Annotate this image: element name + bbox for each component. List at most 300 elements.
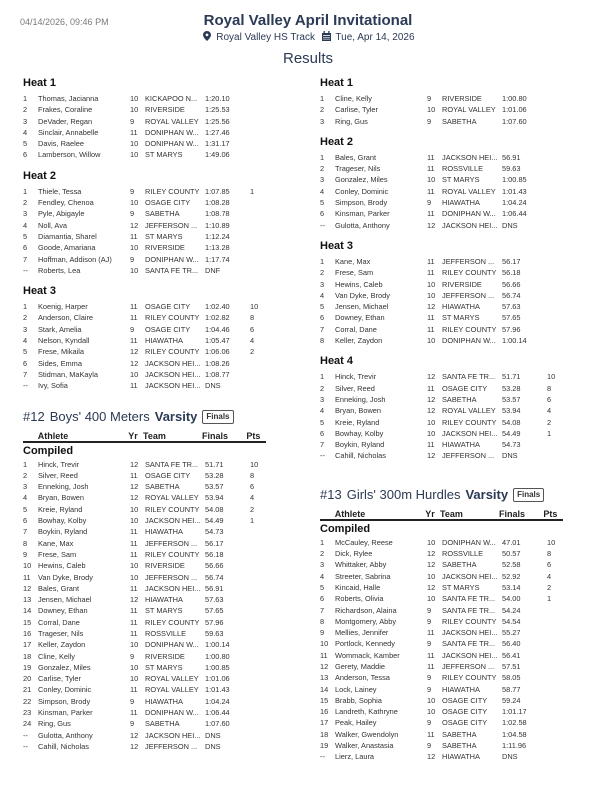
team: DONIPHAN W... bbox=[145, 139, 199, 149]
points bbox=[547, 163, 567, 174]
place: 1 bbox=[320, 256, 325, 266]
team: ROYAL VALLEY bbox=[145, 116, 199, 126]
place: 3 bbox=[23, 116, 28, 126]
result-row bbox=[23, 231, 308, 242]
result-row bbox=[320, 417, 605, 428]
year: 9 bbox=[427, 605, 432, 615]
time: 1:00.85 bbox=[205, 662, 230, 672]
team: ST MARYS bbox=[145, 231, 183, 241]
year: 9 bbox=[427, 684, 432, 694]
points: 6 bbox=[547, 560, 552, 570]
points bbox=[547, 290, 567, 301]
team: SABETHA bbox=[442, 741, 477, 751]
result-row bbox=[23, 673, 308, 684]
place: 1 bbox=[23, 94, 28, 103]
heat-title: Heat 2 bbox=[23, 169, 57, 182]
finals-header: Finals bbox=[202, 430, 229, 441]
year: 10 bbox=[130, 198, 139, 208]
athlete-name: Walker, Anastasia bbox=[335, 741, 394, 751]
points bbox=[250, 265, 270, 276]
points: 8 bbox=[547, 383, 552, 393]
place: 3 bbox=[23, 482, 28, 492]
year: 12 bbox=[427, 582, 436, 592]
place: 12 bbox=[320, 661, 329, 671]
athlete-name: Frese, Mikaila bbox=[38, 347, 84, 357]
time: 1:08.77 bbox=[205, 369, 230, 379]
time: DNS bbox=[205, 741, 221, 751]
points bbox=[547, 717, 567, 728]
points bbox=[547, 186, 567, 197]
time: 1:04.24 bbox=[205, 696, 230, 706]
time: 1:49.06 bbox=[205, 150, 230, 160]
result-row bbox=[23, 301, 308, 312]
result-row bbox=[23, 651, 308, 662]
place: 2 bbox=[320, 268, 325, 278]
athlete-name: Carlise, Tyler bbox=[38, 674, 81, 684]
place: 16 bbox=[23, 628, 32, 638]
result-row bbox=[320, 593, 605, 604]
year: 12 bbox=[130, 741, 139, 751]
result-row bbox=[23, 538, 308, 549]
team: DONIPHAN W... bbox=[145, 640, 199, 650]
athlete-name: Bowhay, Kolby bbox=[38, 516, 87, 526]
result-row bbox=[23, 560, 308, 571]
time: 54.24 bbox=[502, 605, 521, 615]
place: 5 bbox=[23, 231, 28, 241]
result-row bbox=[320, 638, 605, 649]
points bbox=[250, 572, 270, 583]
year: 11 bbox=[427, 383, 435, 393]
team: ROYAL VALLEY bbox=[145, 674, 199, 684]
time: 1:01.06 bbox=[205, 674, 230, 684]
time: 1:12.24 bbox=[205, 231, 230, 241]
athlete-name: Simpson, Brody bbox=[335, 198, 388, 208]
athlete-name: Silver, Reed bbox=[38, 470, 78, 480]
result-row bbox=[23, 93, 308, 104]
athlete-name: Thiele, Tessa bbox=[38, 186, 82, 196]
team-header: Team bbox=[143, 430, 166, 441]
result-row bbox=[320, 605, 605, 616]
athlete-name: Carlise, Tyler bbox=[335, 105, 378, 115]
calendar-icon bbox=[322, 31, 331, 44]
athlete-name: McCauley, Reese bbox=[335, 537, 393, 547]
place: 5 bbox=[320, 582, 325, 592]
place: 5 bbox=[23, 139, 28, 149]
points bbox=[250, 684, 270, 695]
event-level: Varsity bbox=[154, 409, 198, 425]
result-row bbox=[320, 450, 605, 461]
result-row bbox=[23, 730, 308, 741]
athlete-name: Van Dyke, Brody bbox=[38, 572, 93, 582]
points: 2 bbox=[547, 582, 552, 592]
athlete-name: Whittaker, Abby bbox=[335, 560, 387, 570]
place: -- bbox=[320, 220, 325, 230]
time: 56.17 bbox=[205, 538, 224, 548]
year: 10 bbox=[130, 504, 139, 514]
team: ROSSVILLE bbox=[442, 549, 484, 559]
athlete-name: Mellies, Jennifer bbox=[335, 628, 389, 638]
year: 11 bbox=[427, 729, 435, 739]
team: RILEY COUNTY bbox=[442, 616, 497, 626]
athlete-name: Boykin, Ryland bbox=[38, 527, 88, 537]
time: 1:04.58 bbox=[502, 729, 527, 739]
year: 11 bbox=[427, 164, 435, 174]
result-row bbox=[23, 617, 308, 628]
place: 1 bbox=[23, 459, 28, 469]
place: 1 bbox=[23, 186, 28, 196]
result-row bbox=[23, 127, 308, 138]
result-row bbox=[23, 346, 308, 357]
place: 4 bbox=[320, 571, 325, 581]
result-row bbox=[23, 104, 308, 115]
year: 12 bbox=[427, 394, 436, 404]
points bbox=[250, 696, 270, 707]
team: HIAWATHA bbox=[442, 198, 480, 208]
athlete-name: Corral, Dane bbox=[335, 324, 377, 334]
points bbox=[250, 741, 270, 752]
year: 12 bbox=[427, 752, 436, 762]
points: 10 bbox=[547, 372, 556, 382]
place: 3 bbox=[320, 279, 325, 289]
place: 6 bbox=[320, 594, 325, 604]
pts-header: Pts bbox=[246, 430, 261, 441]
place: 5 bbox=[23, 347, 28, 357]
heat-block bbox=[23, 284, 308, 391]
points bbox=[250, 197, 270, 208]
time: 57.63 bbox=[502, 302, 521, 312]
athlete-name: Gonzalez, Miles bbox=[335, 175, 388, 185]
pts-header: Pts bbox=[543, 508, 558, 519]
points bbox=[250, 127, 270, 138]
team: OSAGE CITY bbox=[145, 324, 191, 334]
time: 1:13.28 bbox=[205, 243, 230, 253]
yr-header: Yr bbox=[425, 508, 435, 519]
team: SABETHA bbox=[442, 394, 477, 404]
heat-block bbox=[320, 239, 605, 346]
points bbox=[250, 651, 270, 662]
athlete-name: Roberts, Olivia bbox=[335, 594, 384, 604]
year: 10 bbox=[130, 94, 139, 103]
place: 24 bbox=[23, 719, 32, 729]
year: 10 bbox=[130, 265, 139, 275]
result-row bbox=[320, 93, 605, 104]
result-row bbox=[320, 695, 605, 706]
compiled-section-title: Compiled bbox=[320, 522, 371, 535]
points bbox=[250, 380, 270, 391]
time: 1:04.46 bbox=[205, 324, 230, 334]
points bbox=[250, 673, 270, 684]
time: DNS bbox=[205, 730, 221, 740]
points bbox=[547, 616, 567, 627]
year: 11 bbox=[130, 336, 138, 346]
place-header bbox=[23, 430, 38, 441]
points bbox=[547, 605, 567, 616]
year: 10 bbox=[130, 662, 139, 672]
points: 1 bbox=[547, 428, 552, 438]
place: 11 bbox=[320, 650, 328, 660]
time: 50.57 bbox=[502, 549, 521, 559]
team: ST MARYS bbox=[442, 175, 480, 185]
timestamp: 04/14/2026, 09:46 PM bbox=[20, 17, 109, 27]
points bbox=[547, 116, 567, 127]
result-row bbox=[23, 254, 308, 265]
result-row bbox=[23, 380, 308, 391]
time: 1:27.46 bbox=[205, 127, 230, 137]
time: 1:25.56 bbox=[205, 116, 230, 126]
points bbox=[250, 662, 270, 673]
place: 4 bbox=[23, 336, 28, 346]
team: HIAWATHA bbox=[145, 527, 183, 537]
time: DNS bbox=[502, 220, 518, 230]
team: OSAGE CITY bbox=[145, 198, 191, 208]
year: 12 bbox=[130, 730, 139, 740]
time: 1:02.58 bbox=[502, 718, 527, 728]
place: 4 bbox=[23, 493, 28, 503]
points bbox=[250, 104, 270, 115]
points: 2 bbox=[547, 417, 552, 427]
team: OSAGE CITY bbox=[442, 707, 488, 717]
event-number: #13 bbox=[320, 487, 342, 503]
points bbox=[547, 93, 567, 104]
place: 8 bbox=[320, 336, 325, 346]
team: DONIPHAN W... bbox=[145, 708, 199, 718]
result-row bbox=[23, 481, 308, 492]
place: 3 bbox=[320, 175, 325, 185]
result-row bbox=[320, 616, 605, 627]
team: RIVERSIDE bbox=[442, 94, 482, 103]
athlete-name: Bales, Grant bbox=[335, 152, 377, 162]
points bbox=[547, 638, 567, 649]
points bbox=[547, 439, 567, 450]
points: 10 bbox=[547, 537, 556, 547]
team: ROSSVILLE bbox=[145, 628, 187, 638]
heat-title: Heat 1 bbox=[23, 77, 57, 89]
time: 58.77 bbox=[502, 684, 521, 694]
result-row bbox=[320, 324, 605, 335]
team-header: Team bbox=[440, 508, 463, 519]
team: ST MARYS bbox=[145, 150, 183, 160]
result-row bbox=[320, 208, 605, 219]
year: 10 bbox=[130, 243, 139, 253]
team: RILEY COUNTY bbox=[442, 417, 497, 427]
heat-block bbox=[23, 76, 308, 161]
athlete-name: Hewins, Caleb bbox=[38, 561, 86, 571]
place: 4 bbox=[320, 406, 325, 416]
result-row bbox=[320, 740, 605, 751]
place: 5 bbox=[23, 504, 28, 514]
team: SANTA FE TR... bbox=[145, 459, 199, 469]
time: 1:01.06 bbox=[502, 105, 527, 115]
athlete-name: Gonzalez, Miles bbox=[38, 662, 91, 672]
place: 2 bbox=[23, 470, 28, 480]
time: 58.05 bbox=[502, 673, 521, 683]
points bbox=[250, 208, 270, 219]
heat-title: Heat 2 bbox=[320, 135, 354, 148]
place: 3 bbox=[320, 560, 325, 570]
year: 9 bbox=[130, 116, 135, 126]
result-row bbox=[23, 208, 308, 219]
time: 57.65 bbox=[205, 606, 224, 616]
team: JACKSON HEI... bbox=[145, 358, 201, 368]
team: JACKSON HEI... bbox=[442, 220, 498, 230]
team: OSAGE CITY bbox=[145, 302, 191, 312]
result-row bbox=[23, 594, 308, 605]
result-row bbox=[320, 571, 605, 582]
team: HIAWATHA bbox=[442, 752, 480, 762]
athlete-name: Nelson, Kyndall bbox=[38, 336, 90, 346]
athlete-name: Cahill, Nicholas bbox=[335, 451, 386, 461]
points: 4 bbox=[250, 336, 255, 346]
place: 5 bbox=[320, 302, 325, 312]
result-row bbox=[23, 242, 308, 253]
athlete-name: Downey, Ethan bbox=[335, 313, 385, 323]
points bbox=[250, 149, 270, 160]
year: 10 bbox=[130, 105, 139, 115]
year: 10 bbox=[427, 537, 436, 547]
points bbox=[250, 138, 270, 149]
place: 6 bbox=[320, 313, 325, 323]
result-row bbox=[23, 628, 308, 639]
result-row bbox=[320, 104, 605, 115]
place: 12 bbox=[23, 583, 32, 593]
place: 6 bbox=[320, 209, 325, 219]
place: 13 bbox=[320, 673, 329, 683]
points: 6 bbox=[250, 482, 255, 492]
place: -- bbox=[23, 381, 28, 391]
result-row bbox=[320, 163, 605, 174]
team: ST MARYS bbox=[442, 582, 480, 592]
team: JACKSON HEI... bbox=[145, 369, 201, 379]
athlete-name: Gerety, Maddie bbox=[335, 661, 385, 671]
result-row bbox=[23, 186, 308, 197]
place: 5 bbox=[320, 417, 325, 427]
points bbox=[547, 104, 567, 115]
year: 9 bbox=[130, 186, 135, 196]
map-marker-icon bbox=[203, 31, 211, 44]
finals-header: Finals bbox=[499, 508, 526, 519]
year: 10 bbox=[427, 279, 436, 289]
time: 51.71 bbox=[205, 459, 224, 469]
points bbox=[250, 93, 270, 104]
time: 1:01.43 bbox=[205, 685, 230, 695]
points: 8 bbox=[250, 470, 255, 480]
year: 9 bbox=[130, 719, 135, 729]
athlete-name: Ring, Gus bbox=[38, 719, 71, 729]
result-row bbox=[320, 559, 605, 570]
place: 3 bbox=[23, 324, 28, 334]
year: 10 bbox=[427, 594, 436, 604]
team: JEFFERSON ... bbox=[442, 451, 495, 461]
time: 54.54 bbox=[502, 616, 521, 626]
athlete-name: Pyle, Abigayle bbox=[38, 209, 85, 219]
team: SABETHA bbox=[145, 482, 180, 492]
table-header bbox=[320, 508, 563, 521]
athlete-name: Van Dyke, Brody bbox=[335, 290, 390, 300]
year: 11 bbox=[130, 606, 138, 616]
athlete-name: Hoffman, Addison (AJ) bbox=[38, 254, 112, 264]
result-row bbox=[320, 582, 605, 593]
points bbox=[250, 639, 270, 650]
team: RIVERSIDE bbox=[145, 105, 185, 115]
points bbox=[547, 279, 567, 290]
athlete-name: Boykin, Ryland bbox=[335, 440, 385, 450]
place: 7 bbox=[23, 254, 28, 264]
result-row bbox=[23, 459, 308, 470]
result-row bbox=[23, 312, 308, 323]
year: 11 bbox=[427, 209, 435, 219]
year: 9 bbox=[130, 696, 135, 706]
time: 1:20.10 bbox=[205, 94, 230, 103]
time: 53.14 bbox=[502, 582, 521, 592]
points bbox=[250, 526, 270, 537]
result-row bbox=[23, 741, 308, 752]
time: 56.91 bbox=[502, 152, 521, 162]
year: 12 bbox=[130, 220, 139, 230]
result-row bbox=[320, 279, 605, 290]
result-row bbox=[320, 394, 605, 405]
place: 14 bbox=[320, 684, 329, 694]
event-number: #12 bbox=[23, 409, 45, 425]
time: 1:02.82 bbox=[205, 313, 230, 323]
points bbox=[547, 729, 567, 740]
year: 12 bbox=[427, 302, 436, 312]
time: 56.41 bbox=[502, 650, 521, 660]
result-row bbox=[23, 265, 308, 276]
place: 1 bbox=[320, 94, 325, 103]
athlete-name: Silver, Reed bbox=[335, 383, 375, 393]
athlete-name: Kane, Max bbox=[335, 256, 371, 266]
place: 2 bbox=[320, 549, 325, 559]
result-row bbox=[23, 220, 308, 231]
points bbox=[547, 197, 567, 208]
year: 11 bbox=[130, 538, 138, 548]
year: 11 bbox=[427, 628, 435, 638]
place: 4 bbox=[23, 127, 28, 137]
meet-subtitle bbox=[0, 31, 616, 44]
team: RILEY COUNTY bbox=[442, 268, 497, 278]
time: 54.08 bbox=[502, 417, 521, 427]
result-row bbox=[23, 583, 308, 594]
team: SANTA FE TR... bbox=[442, 594, 496, 604]
athlete-name: Ring, Gus bbox=[335, 116, 368, 126]
athlete-name: Brabb, Sophia bbox=[335, 695, 382, 705]
heat-title: Heat 3 bbox=[23, 285, 57, 298]
yr-header: Yr bbox=[128, 430, 138, 441]
time: 52.58 bbox=[502, 560, 521, 570]
result-row bbox=[320, 220, 605, 231]
year: 10 bbox=[427, 707, 436, 717]
result-row bbox=[320, 672, 605, 683]
athlete-name: Anderson, Claire bbox=[38, 313, 94, 323]
team: HIAWATHA bbox=[442, 684, 480, 694]
team: SANTA FE TR... bbox=[442, 639, 496, 649]
result-row bbox=[23, 470, 308, 481]
athlete-name: Kreie, Ryland bbox=[38, 504, 83, 514]
place: -- bbox=[23, 730, 28, 740]
result-row bbox=[320, 650, 605, 661]
place: 8 bbox=[23, 538, 28, 548]
year: 10 bbox=[427, 417, 436, 427]
place: 2 bbox=[320, 105, 325, 115]
result-row bbox=[320, 301, 605, 312]
points: 8 bbox=[547, 549, 552, 559]
place: 14 bbox=[23, 606, 32, 616]
points bbox=[547, 174, 567, 185]
year: 9 bbox=[427, 616, 432, 626]
year: 10 bbox=[130, 516, 139, 526]
athlete-name: Stidman, MaKayla bbox=[38, 369, 98, 379]
team: DONIPHAN W... bbox=[145, 254, 199, 264]
